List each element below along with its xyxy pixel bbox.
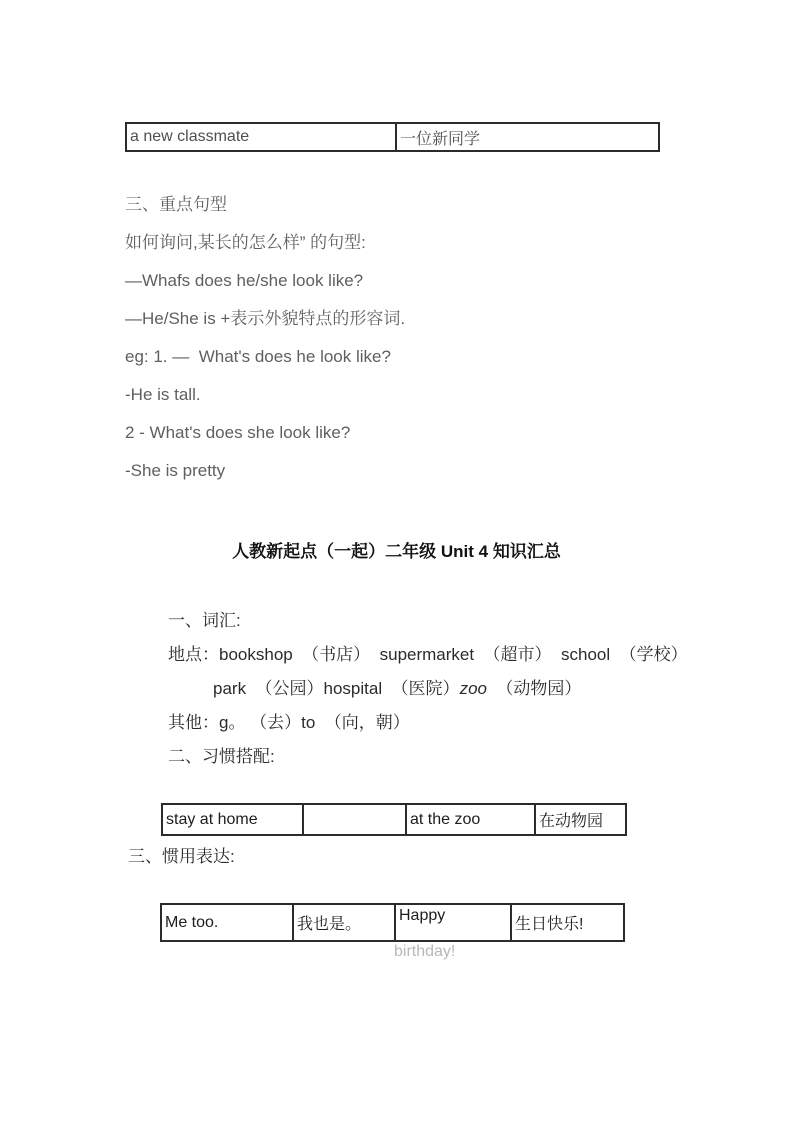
sentence-line: -He is tall. bbox=[125, 385, 201, 404]
sentence-line: 2 - What's does she look like? bbox=[125, 423, 351, 442]
vocab-places-line: 地点：bookshop （书店） supermarket （超市） school （学校） bbox=[168, 645, 688, 664]
vocab-heading: 一、词汇: bbox=[168, 611, 241, 630]
sentence-section-heading: 三、重点句型 bbox=[125, 195, 227, 214]
sentence-line: 如何询问,某长的怎么样” 的句型: bbox=[125, 233, 366, 252]
sentence-line: eg: 1. — What's does he look like? bbox=[125, 347, 391, 366]
vocab-places-line2-post: （动物园） bbox=[486, 679, 582, 698]
expression-cell-en2: Happy bbox=[394, 905, 510, 940]
vocab-places-line2-pre: park （公园）hospital （医院） bbox=[213, 679, 460, 698]
vocab-other-line: 其他：g。 （去）to （向，朝） bbox=[168, 713, 410, 732]
sentence-line: —He/She is +表示外貌特点的形容词. bbox=[125, 309, 406, 328]
vocab-section bbox=[168, 604, 708, 774]
vocab-places-line2-zoo: zoo bbox=[459, 679, 487, 698]
sentence-section bbox=[125, 186, 685, 490]
phrase-table bbox=[125, 122, 660, 152]
birthday-clipped-text: birthday! bbox=[394, 943, 456, 960]
collocation-heading: 二、习惯搭配: bbox=[168, 747, 275, 766]
expression-table bbox=[160, 903, 625, 942]
sentence-line: —Whafs does he/she look like? bbox=[125, 271, 364, 290]
phrase-en-cell: a new classmate bbox=[130, 128, 250, 145]
expression-heading: 三、惯用表达: bbox=[128, 847, 235, 866]
collocation-cell-zh2: 在动物园 bbox=[534, 805, 625, 834]
vocab-places-line2 bbox=[168, 672, 708, 706]
expression-cell-zh2: 生日快乐! bbox=[510, 905, 623, 940]
collocation-cell-empty bbox=[302, 805, 405, 834]
unit-title: 人教新起点（一起）二年级 Unit 4 知识汇总 bbox=[232, 542, 561, 561]
expression-cell-en1: Me too. bbox=[165, 913, 219, 931]
sentence-line: -She is pretty bbox=[125, 461, 226, 480]
expression-cell-zh1: 我也是。 bbox=[292, 905, 394, 940]
phrase-zh-cell: 一位新同学 bbox=[395, 124, 658, 150]
collocation-table bbox=[161, 803, 627, 836]
collocation-cell-en2: at the zoo bbox=[405, 805, 534, 834]
collocation-cell-en1: stay at home bbox=[166, 810, 258, 828]
